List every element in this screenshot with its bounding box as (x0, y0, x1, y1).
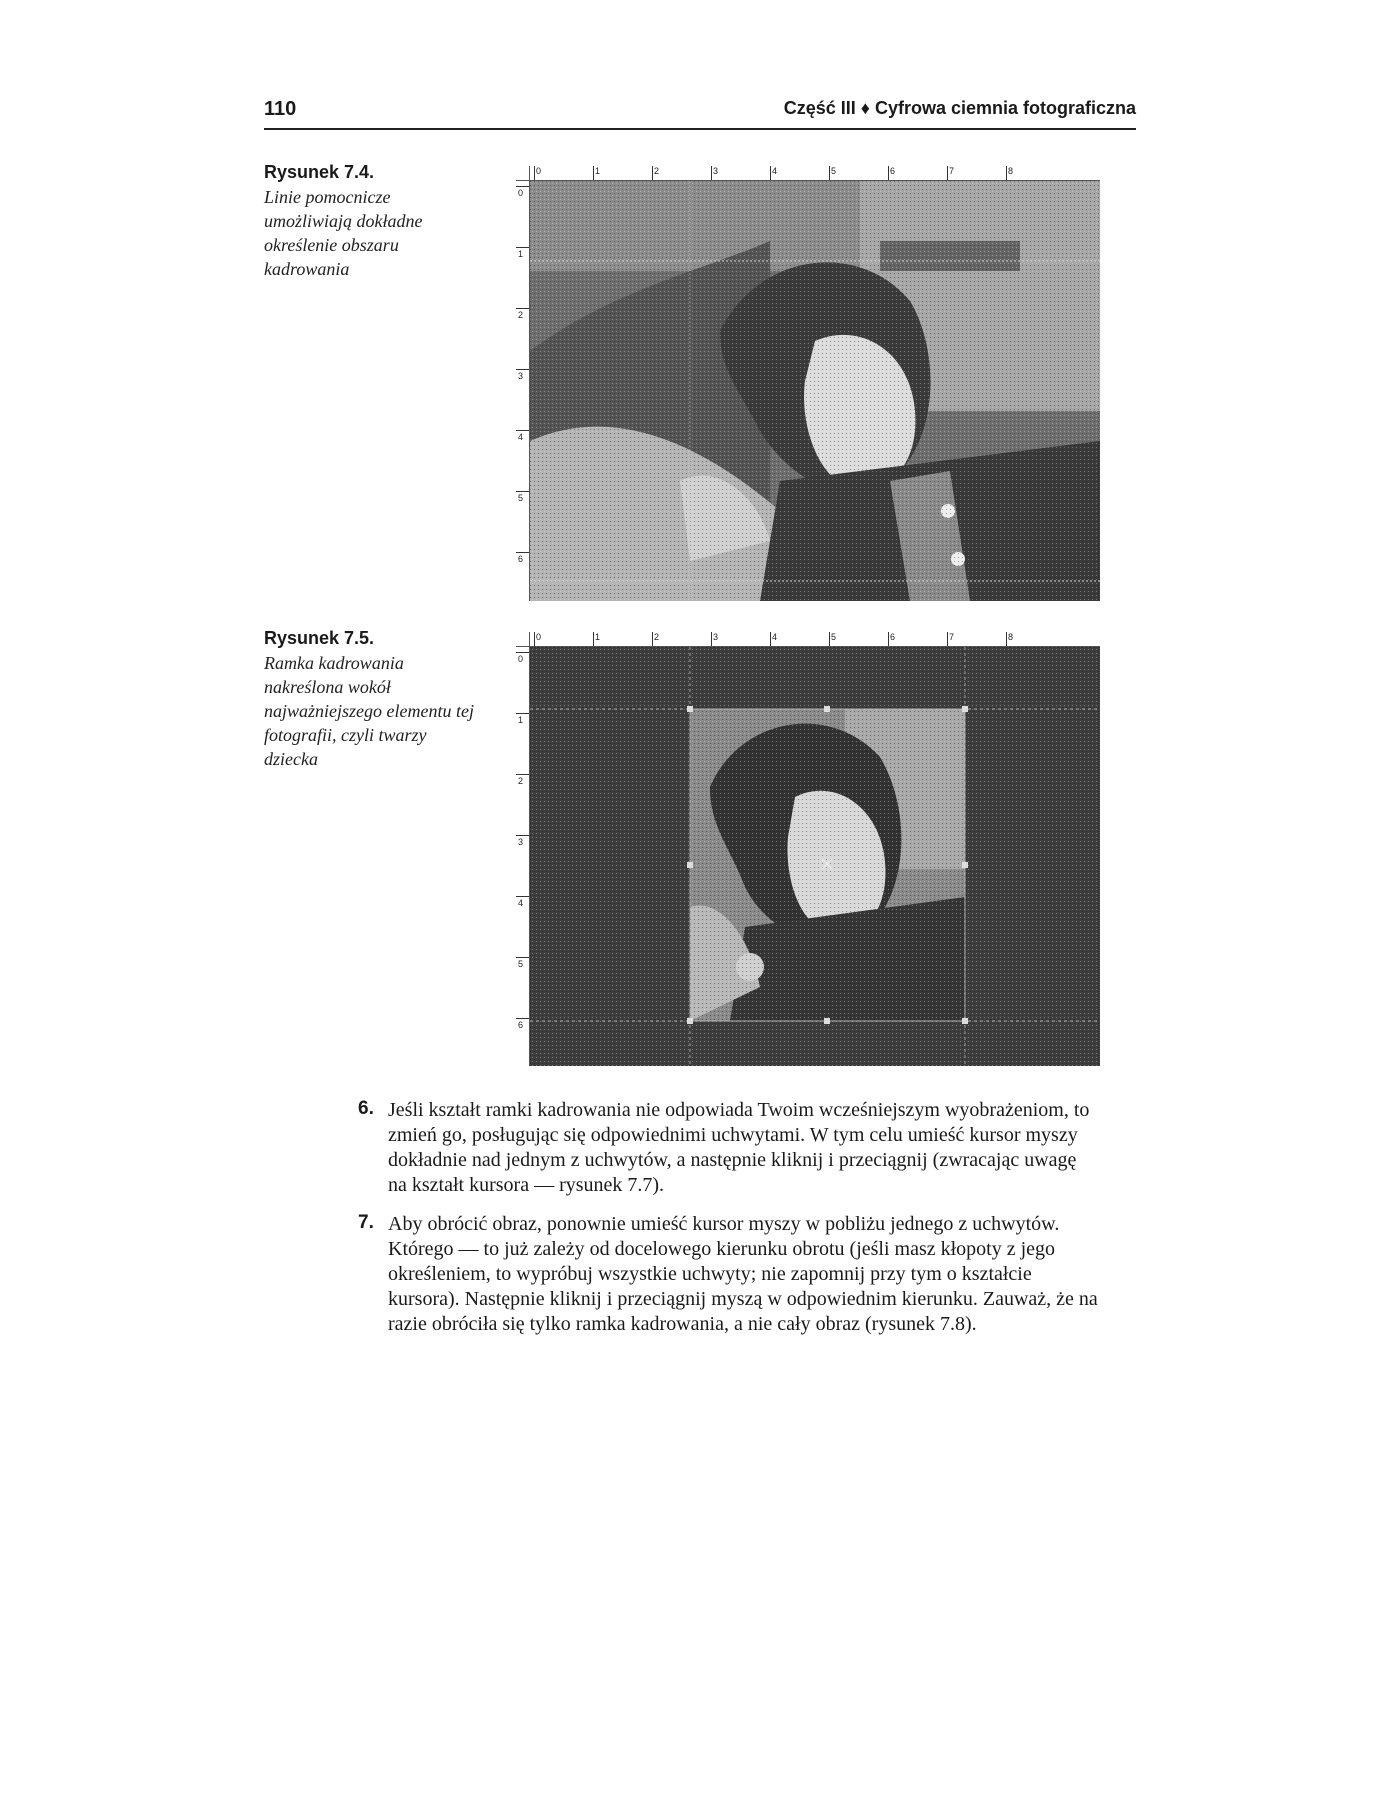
ruler-tick (593, 632, 594, 646)
ruler-tick (516, 308, 529, 309)
figure-title: Rysunek 7.4. (264, 162, 375, 182)
instruction-steps (358, 1098, 1098, 1351)
ruler-tick-label: 5 (518, 493, 524, 503)
ruler-tick-label: 8 (1008, 166, 1014, 176)
ruler-tick (711, 166, 712, 180)
page-header (264, 98, 1136, 130)
ruler-tick (947, 632, 948, 646)
ruler-tick-label: 1 (518, 715, 524, 725)
ruler-tick (516, 430, 529, 431)
ruler-tick-label: 2 (654, 166, 660, 176)
ruler-tick-label: 5 (831, 166, 837, 176)
ruler-tick-label: 3 (518, 371, 524, 381)
step-text: Jeśli kształt ramki kadrowania nie odpowiada Twoim wcześniejszym wyobrażeniom, to zmień go, posługując się odpowiednimi uchwytami. W tym celu umieść kursor myszy dokładnie nad jednym z uchwytów, a następnie kliknij i przeciągnij (zwracając uwagę na kształt kursora — rysunek 7.7). (388, 1099, 1090, 1196)
step-number: 7. (358, 1212, 374, 1233)
step-item (358, 1212, 1098, 1337)
ruler-tick (534, 166, 535, 180)
ruler-tick (516, 713, 529, 714)
figure-7-5 (516, 632, 1100, 1066)
ruler-tick-label: 0 (518, 654, 524, 664)
ruler-tick-label: 3 (713, 166, 719, 176)
ruler-tick-label: 4 (518, 898, 524, 908)
ruler-tick-label: 5 (831, 632, 837, 642)
page-number: 110 (264, 98, 297, 120)
ruler-tick (516, 552, 529, 553)
ruler-tick (829, 166, 830, 180)
step-number: 6. (358, 1098, 374, 1119)
ruler-tick-label: 0 (536, 166, 542, 176)
ruler-tick-label: 4 (772, 632, 778, 642)
ruler-tick-label: 1 (518, 249, 524, 259)
ruler-tick-label: 6 (518, 1020, 524, 1030)
ruler-tick (516, 247, 529, 248)
ruler-tick (593, 166, 594, 180)
ruler-tick-label: 6 (890, 632, 896, 642)
ruler-tick-label: 2 (518, 310, 524, 320)
ruler-tick-label: 7 (949, 632, 955, 642)
horizontal-ruler (516, 166, 1100, 181)
ruler-tick (516, 186, 529, 187)
ruler-tick-label: 2 (654, 632, 660, 642)
ruler-tick (947, 166, 948, 180)
ruler-tick-label: 3 (518, 837, 524, 847)
ruler-tick (516, 652, 529, 653)
ruler-tick-label: 5 (518, 959, 524, 969)
vertical-ruler (516, 166, 530, 601)
ruler-tick (652, 166, 653, 180)
running-head: Część III ♦ Cyfrowa ciemnia fotograficzna (783, 98, 1136, 118)
ruler-tick-label: 0 (518, 188, 524, 198)
ruler-tick-label: 6 (890, 166, 896, 176)
ruler-tick-label: 6 (518, 554, 524, 564)
ruler-tick-label: 1 (595, 166, 601, 176)
ruler-tick-label: 4 (772, 166, 778, 176)
ruler-tick (516, 957, 529, 958)
ruler-tick (1006, 166, 1007, 180)
ruler-tick (534, 632, 535, 646)
ruler-tick (516, 369, 529, 370)
vertical-ruler (516, 632, 530, 1066)
figure-caption-7-5 (264, 628, 474, 771)
ruler-tick (829, 632, 830, 646)
ruler-tick-label: 0 (536, 632, 542, 642)
ruler-tick (652, 632, 653, 646)
ruler-tick (516, 835, 529, 836)
ruler-tick (888, 632, 889, 646)
ruler-tick-label: 3 (713, 632, 719, 642)
ruler-tick (770, 632, 771, 646)
figure-7-4 (516, 166, 1100, 601)
step-text: Aby obrócić obraz, ponownie umieść kursor myszy w pobliżu jednego z uchwytów. Którego — to już zależy od docelowego kierunku obrotu (jeśli masz kłopoty z jego określeniem, to wypróbuj wszystkie uchwyty; nie zapomnij przy tym o kształcie kursora). Następnie kliknij i przeciągnij myszą w odpowiednim kierunku. Zauważ, że na razie obróciła się tylko ramka kadrowania, a nie cały obraz (rysunek 7.8). (388, 1213, 1098, 1335)
ruler-tick-label: 1 (595, 632, 601, 642)
ruler-tick (1006, 632, 1007, 646)
figure-caption-text: Linie pomocnicze umożliwiają dokładne określenie obszaru kadrowania (264, 187, 423, 279)
ruler-tick (770, 166, 771, 180)
ruler-tick (516, 491, 529, 492)
horizontal-ruler (516, 632, 1100, 647)
ruler-tick-label: 4 (518, 432, 524, 442)
ruler-tick-label: 2 (518, 776, 524, 786)
ruler-tick-label: 7 (949, 166, 955, 176)
ruler-tick-label: 8 (1008, 632, 1014, 642)
step-item (358, 1098, 1098, 1198)
figure-caption-text: Ramka kadrowania nakreślona wokół najważniejszego elementu tej fotografii, czyli twarzy dziecka (264, 653, 474, 769)
ruler-tick (711, 632, 712, 646)
figure-title: Rysunek 7.5. (264, 628, 375, 648)
ruler-tick (516, 1018, 529, 1019)
ruler-tick (516, 774, 529, 775)
ruler-tick (888, 166, 889, 180)
figure-caption-7-4 (264, 162, 474, 281)
photo-child-crop-guides (530, 181, 1100, 601)
ruler-tick (516, 896, 529, 897)
photo-child-crop-frame (530, 647, 1100, 1066)
